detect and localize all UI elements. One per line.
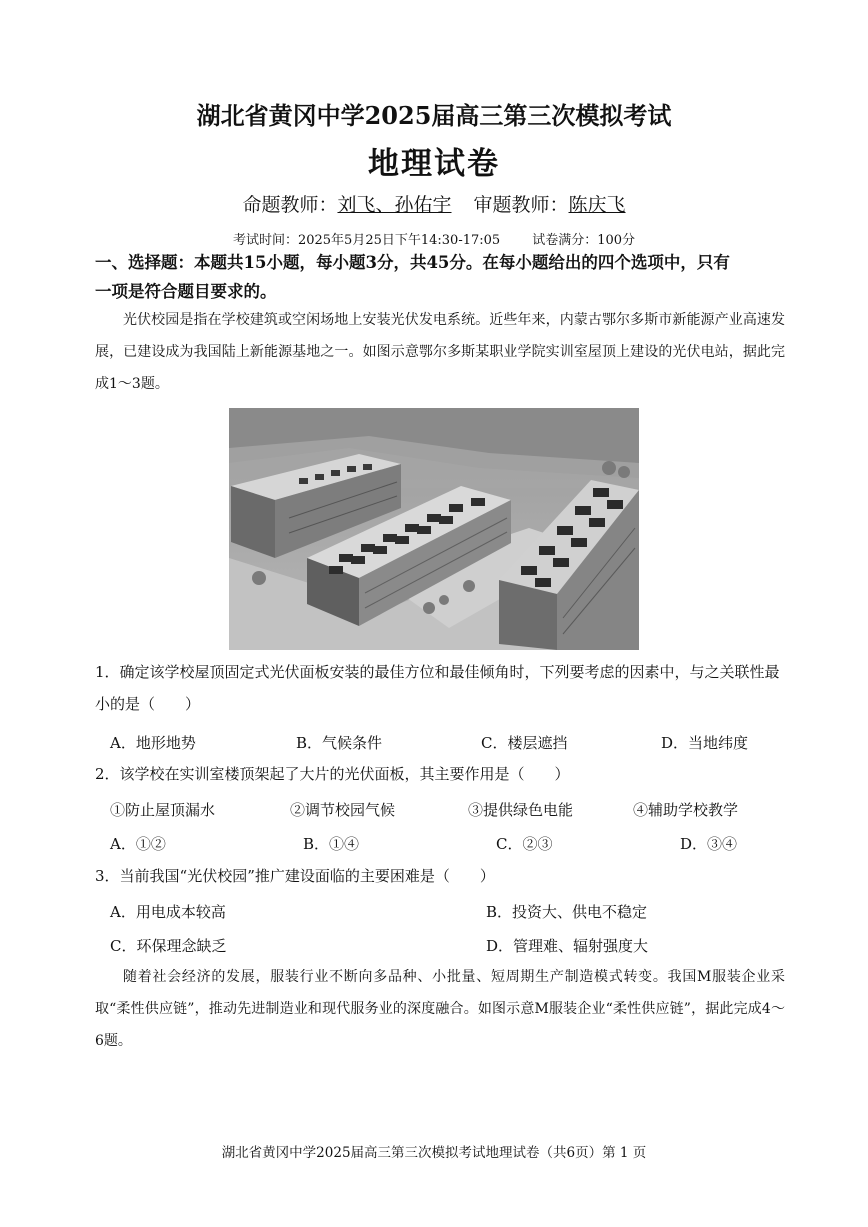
q2-item-1: ①防止屋顶漏水 — [110, 801, 216, 819]
q1-option-b: B．气候条件 — [296, 734, 383, 752]
exam-info-line — [0, 229, 868, 248]
question-2-stem: 2．该学校在实训室楼顶架起了大片的光伏面板，其主要作用是（ ） — [95, 765, 570, 783]
section-heading-line2: 一项是符合题目要求的。 — [95, 282, 277, 301]
q3-option-c: C．环保理念缺乏 — [110, 937, 227, 955]
q2-option-c: C．②③ — [496, 835, 553, 853]
authors-line — [0, 190, 868, 217]
exam-time: 考试时间：2025年5月25日下午14:30-17:05 — [232, 233, 501, 248]
setter-label: 命题教师： — [242, 194, 338, 216]
q3-option-a: A．用电成本较高 — [110, 903, 226, 921]
q3-option-d: D．管理难、辐射强度大 — [486, 937, 649, 955]
question-1-stem: 1．确定该学校屋顶固定式光伏面板安装的最佳方位和最佳倾角时，下列要考虑的因素中，与之关联性最小的是（ ） — [95, 663, 780, 713]
reviewer-label: 审题教师： — [473, 194, 569, 216]
q2-item-4: ④辅助学校教学 — [633, 801, 739, 819]
question-3-stem: 3．当前我国“光伏校园”推广建设面临的主要困难是（ ） — [95, 867, 495, 885]
reviewer-name: 陈庆飞 — [568, 194, 626, 216]
q3-option-b: B．投资大、供电不稳定 — [486, 903, 648, 921]
section-heading-line1: 一、选择题：本题共15小题，每小题3分，共45分。在每小题给出的四个选项中，只有 — [95, 253, 730, 272]
subject-title: 地理试卷 — [368, 146, 500, 182]
full-score: 试卷满分：100分 — [532, 233, 636, 248]
q2-option-b: B．①④ — [303, 835, 360, 853]
q1-option-c: C．楼层遮挡 — [481, 734, 568, 752]
q1-option-d: D．当地纬度 — [661, 734, 749, 752]
material-2: 随着社会经济的发展，服装行业不断向多品种、小批量、短周期生产制造模式转变。我国M服装企业采取“柔性供应链”，推动先进制造业和现代服务业的深度融合。如图示意M服装企业“柔性供应链”，据此完成4～6题。 — [95, 969, 785, 1049]
q2-option-d: D．③④ — [680, 835, 738, 853]
q2-item-3: ③提供绿色电能 — [468, 801, 574, 819]
exam-title: 湖北省黄冈中学2025届高三第三次模拟考试 — [196, 101, 672, 130]
setter-names: 刘飞、孙佑宇 — [337, 194, 452, 216]
q2-option-a: A．①② — [110, 835, 166, 853]
page-footer: 湖北省黄冈中学2025届高三第三次模拟考试地理试卷（共6页）第 1 页 — [221, 1145, 647, 1161]
material-1: 光伏校园是指在学校建筑或空闲场地上安装光伏发电系统。近些年来，内蒙古鄂尔多斯市新能源产业高速发展，已建设成为我国陆上新能源基地之一。如图示意鄂尔多斯某职业学院实训室屋顶上建设的光伏电站，据此完成1～3题。 — [95, 312, 785, 392]
section-heading — [95, 248, 785, 306]
q2-item-2: ②调节校园气候 — [290, 801, 396, 819]
solar-campus-photo — [229, 408, 639, 650]
q1-option-a: A．地形地势 — [110, 734, 196, 752]
